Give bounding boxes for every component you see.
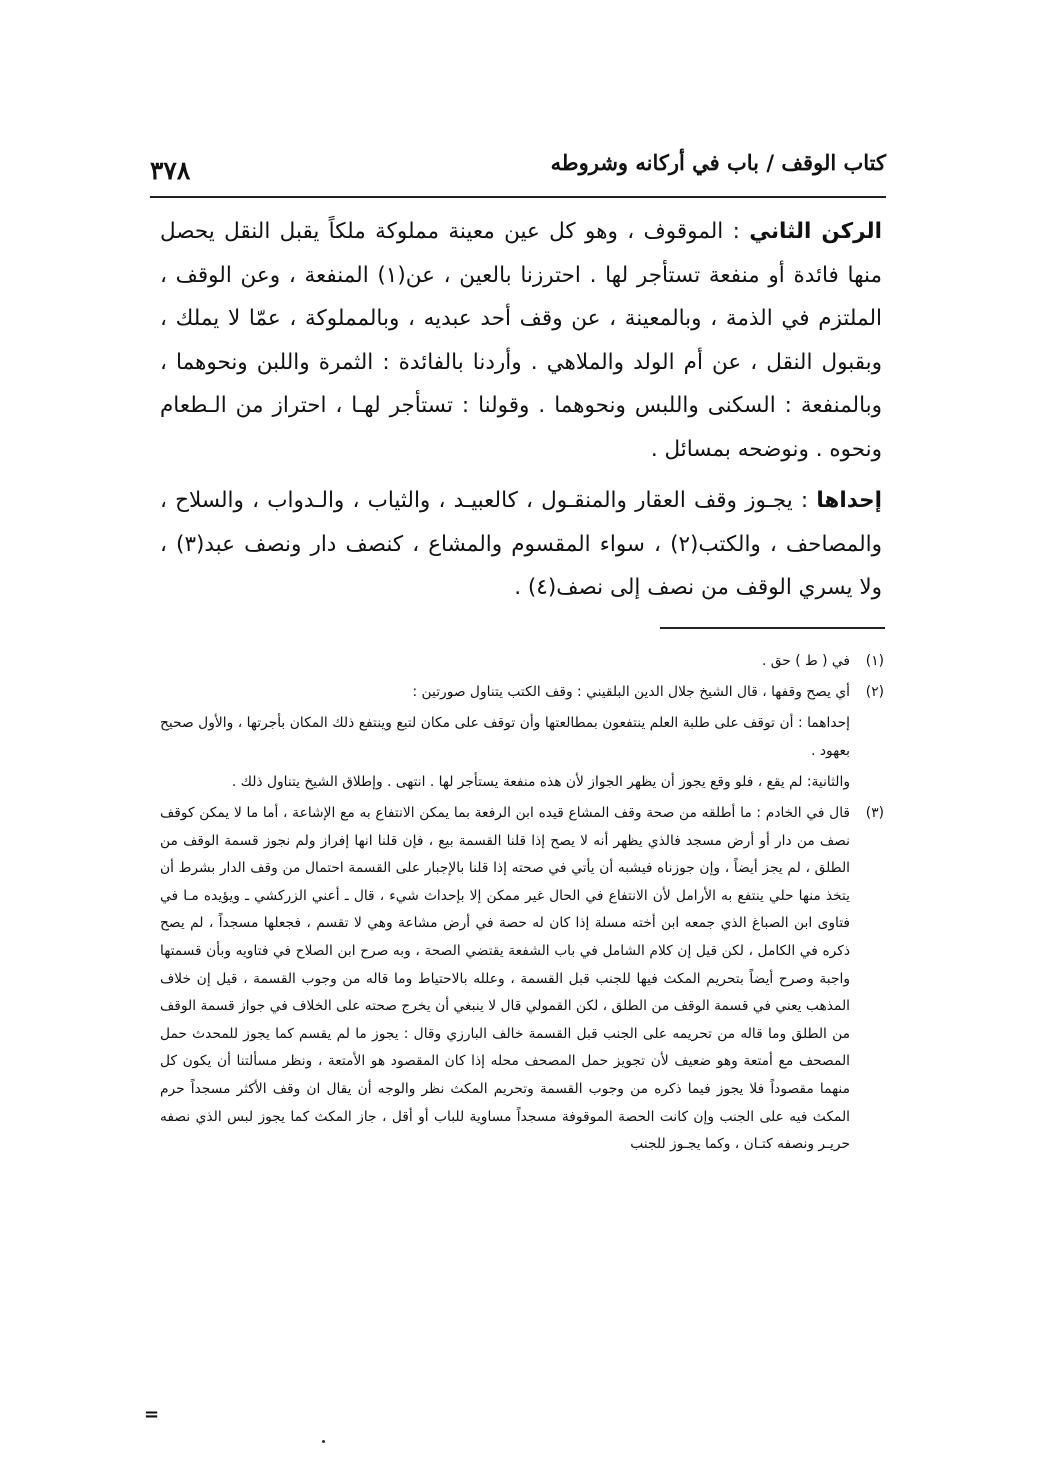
footnote-1 [160, 648, 884, 676]
paragraph-first-issue [160, 479, 882, 610]
paragraph-text: : الموقوف ، وهو كل عين معينة مملوكة ملكاً يقبل النقل يحصل منها فائدة أو منفعة تستأجر لها . احترزنا بالعين ، عن(١) المنفعة ، وعن الوقف ، الملتزم في الذمة ، وبالمعينة ، عن وقف أحد عبديه ، وبالمملوكة ، عمّا لا يملك ، وبقبول النقل ، عن أم الولد والملاهي . وأردنا بالفائدة : الثمرة واللبن ونحوهما ، وبالمنفعة : السكنى واللبس ونحوهما . وقولنا : تستأجر لهـا ، احتراز من الـطعام ونحوه . ونوضحه بمسائل . [160, 219, 883, 462]
footnote-2 [160, 679, 884, 797]
footnote-divider [660, 627, 885, 629]
footnote-text: في ( ط ) حق . [762, 653, 850, 669]
footnote-text: أي يصح وقفها ، قال الشيخ جلال الدين البلقيني : وقف الكتب يتناول صورتين : [412, 683, 850, 700]
paragraph-text: : يجـوز وقف العقار والمنقـول ، كالعبيـد ، والثياب ، والـدواب ، والسلاح ، والمصاحف ، والكتب(٢) ، سواء المقسوم والمشاع ، كنصف دار ونصف عبد(٣) ، ولا يسري الوقف من نصف إلى نصف(٤) . [160, 488, 883, 600]
footnote-number: (٢) [865, 683, 884, 700]
main-text [160, 210, 882, 610]
footnote-3 [160, 800, 884, 1159]
paragraph-heading: إحداها [816, 488, 882, 513]
chapter-title: كتاب الوقف / باب في أركانه وشروطه [550, 150, 886, 175]
paragraph-heading: الركن الثاني [749, 219, 882, 244]
footnote-body [160, 679, 850, 797]
footnote-text: قال في الخادم : ما أطلقه من صحة وقف المشاع قيده ابن الرفعة بما يمكن الانتفاع به مع الإشاعة ، أما ما لا يمكن كوقف نصف من دار أو أرض مسجد فالذي يظهر أنه لا يصح إذا قلنا القسمة بيع ، فإن قلنا انها إفراز ولم نجوز قسمة الوقف من الطلق ، لم يجز أيضاً ، وإن جوزناه فيشبه أن يأتي في صحته إذا قلنا بالإجبار على القسمة احتمال من وقف الدار بشرط أن يتخذ منها حلي ينتفع به الأرامل لأن الانتفاع في الحال غير ممكن إلا بإحداث شيء ، قال ـ أعني الزركشي ـ ويؤيده مـا في فتاوى ابن الصباغ الذي جمعه ابن أخته مسلة إذا كان له حصة في أرض مشاعة وهي لا تقسم ، فجعلها مسجداً ، لم يصح ذكره في الكامل ، لكن قيل إن كلام الشامل في باب الشفعة يقتضي الصحة ، وبه صرح ابن الصلاح في فتاويه وبأن قسمتها واجبة وصرح أيضاً بتحريم المكث فيها للجنب قبل القسمة ، وعلله بالاحتياط وما قاله من وجوب القسمة ، قيل إن خلاف المذهب يعني في قسمة الوقف من الطلق ، لكن القمولي قال لا ينبغي أن يخرج صحته على الخلاف في جواز قسمة الوقف من الطلق وما قاله من تحريمه على الجنب قبل القسمة خالف البارزي وقال : يجوز ما لم يقسم كما يجوز للمحدث حمل المصحف مع أمتعة وهو ضعيف لأن تجويز حمل المصحف محله إذا كان المقصود هو الأمتعة ، ونظر مسألتنا أن يكون كل منهما مقصوداً فلا يجوز فيما ذكره من وجوب القسمة وتحريم المكث نظر والوجه أن يقال ان وقف الأكثر مسجداً حرم المكث فيه على الجنب وإن كانت الحصة الموقوفة مسجداً مساوية للباب أو أقل ، جاز المكث كما يجوز لبس الذي نصفه حريـر ونصفه كتـان ، وكما يجـوز للجنب [160, 804, 850, 1153]
running-header [150, 150, 886, 190]
footnote-text-first: إحداهما : أن توقف على طلبة العلم ينتفعون بمطالعتها وأن توقف على مكان لتبع وينتفع ذلك المكان بأجرتها ، والأول صحيح بعهود . [160, 715, 850, 759]
footnote-number: (٣) [865, 804, 884, 821]
header-divider [150, 196, 886, 198]
footnotes [160, 648, 884, 1159]
footnote-text-second: والثانية: لم يقع ، فلو وقع يجوز أن يظهر الجواز لأن هذه منفعة يستأجر لها . انتهى . وإطلاق الشيخ يتناول ذلك . [231, 774, 850, 791]
continuation-mark: = [144, 1404, 160, 1425]
paragraph-pillar-two [160, 210, 882, 471]
footnote-number: (١) [865, 653, 884, 669]
page-number: ٣٧٨ [150, 156, 191, 185]
print-speck [322, 1440, 325, 1443]
